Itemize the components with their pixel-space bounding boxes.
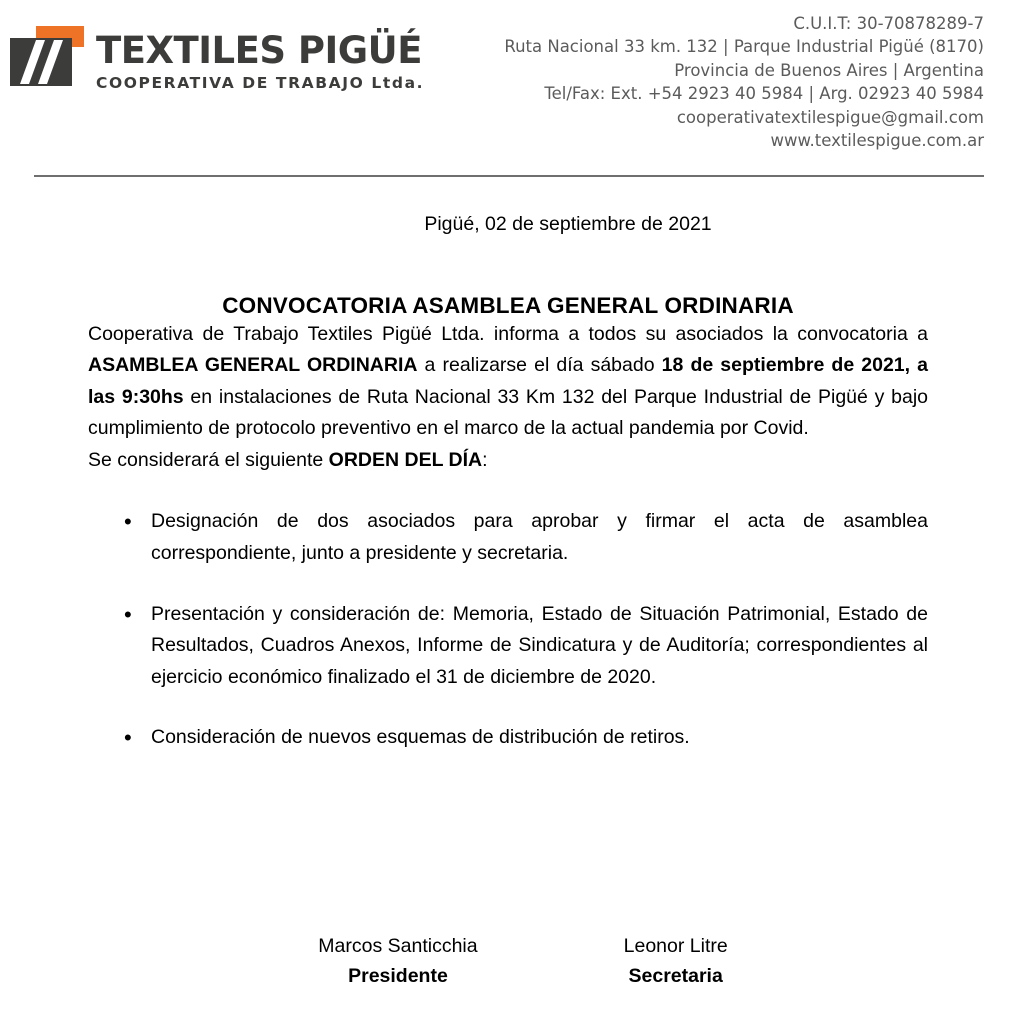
brand-block	[10, 8, 424, 92]
contact-info-block	[504, 8, 984, 153]
paragraph2-bold1: ORDEN DEL DÍA	[328, 448, 483, 471]
brand-subtitle: COOPERATIVA DE TRABAJO Ltda.	[96, 74, 425, 92]
date-line: Pigüé, 02 de septiembre de 2021	[424, 212, 712, 235]
page-title: CONVOCATORIA ASAMBLEA GENERAL ORDINARIA	[222, 292, 794, 318]
paragraph2-part2: :	[482, 448, 488, 471]
brand-name: TEXTILES PIGÜÉ	[96, 29, 422, 72]
contact-website: www.textilespigue.com.ar	[770, 131, 984, 151]
document-header	[0, 0, 1018, 153]
list-item: • Presentación y consideración de: Memoria, Estado de Situación Patrimonial, Estado de Resultados, Cuadros Anexos, Informe de Sindicatura y de Auditoría; correspondientes al ejercicio económico finalizado el 31 de diciembre de 2020.	[88, 599, 928, 694]
document-body	[0, 213, 1018, 754]
signature-name: Marcos Santicchia	[318, 934, 478, 957]
brand-text	[96, 26, 424, 92]
list-item: • Consideración de nuevos esquemas de distribución de retiros.	[88, 722, 928, 754]
paragraph1-part3: en instalaciones de Ruta Nacional 33 Km 132 del Parque Industrial de Pigüé y bajo cumplimiento de protocolo preventivo en el marco de la actual pandemia por Covid.	[88, 385, 928, 440]
signature-block	[0, 932, 1018, 992]
signature-role: Secretaria	[628, 964, 723, 987]
paragraph1-bold1: ASAMBLEA GENERAL ORDINARIA	[88, 354, 418, 377]
contact-email: cooperativatextilespigue@gmail.com	[676, 107, 984, 127]
list-item: • Designación de dos asociados para aprobar y firmar el acta de asamblea correspondiente, junto a presidente y secretaria.	[88, 506, 928, 569]
agenda-list	[88, 506, 928, 753]
paragraph1-part2: a realizarse el día sábado	[417, 354, 662, 377]
paragraph-orden-del-dia	[88, 445, 928, 477]
signature-presidente	[318, 932, 477, 992]
signature-role: Presidente	[348, 964, 448, 987]
signature-name: Leonor Litre	[623, 934, 728, 957]
signature-secretaria	[624, 932, 728, 992]
paragraph1-part1: Cooperativa de Trabajo Textiles Pigüé Ltda. informa a todos su asociados la convocatoria a	[88, 322, 928, 345]
contact-phone: Tel/Fax: Ext. +54 2923 40 5984 | Arg. 02923 40 5984	[544, 84, 984, 104]
paragraph2-part1: Se considerará el siguiente	[88, 448, 329, 471]
textiles-pigue-logo-icon	[10, 26, 84, 86]
header-divider	[34, 175, 984, 177]
paragraph1-bold2: 18 de septiembre de 2021, a las 9:30hs	[88, 354, 929, 408]
contact-address: Ruta Nacional 33 km. 132 | Parque Industrial Pigüé (8170)	[504, 37, 984, 57]
contact-province: Provincia de Buenos Aires | Argentina	[674, 60, 984, 80]
contact-cuit: C.U.I.T: 30-70878289-7	[793, 14, 984, 33]
paragraph-convocatoria	[88, 319, 928, 445]
